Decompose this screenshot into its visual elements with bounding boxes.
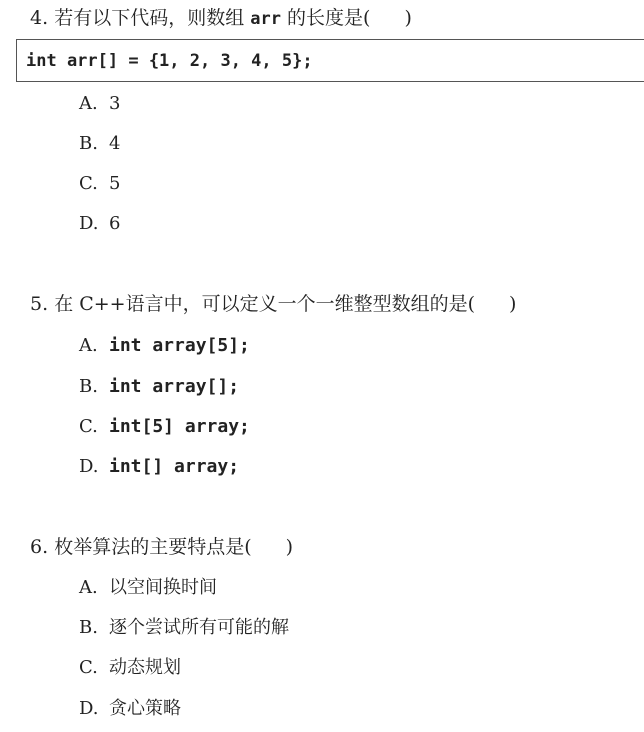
question-6-option-c[interactable] [79, 656, 181, 680]
question-4-option-b[interactable] [79, 132, 120, 156]
question-4-option-c[interactable] [79, 172, 120, 196]
option-text: 动态规划 [109, 657, 181, 678]
option-text: 3 [109, 93, 121, 114]
question-6-option-a[interactable] [79, 576, 217, 600]
question-5-close-paren: ) [509, 293, 517, 315]
question-4-number: 4. [30, 7, 49, 29]
question-5-text: 在 C++语言中，可以定义一个一维整型数组的是( [54, 293, 476, 315]
question-4-option-d[interactable] [79, 212, 120, 236]
question-5-number: 5. [30, 293, 49, 315]
question-5-option-c[interactable] [79, 415, 250, 439]
option-text: 5 [109, 173, 121, 194]
option-text: 4 [109, 133, 121, 154]
question-6-stem [30, 535, 293, 559]
option-letter: C. [79, 657, 98, 678]
option-code: int array[]; [109, 376, 240, 397]
option-letter: C. [79, 173, 98, 194]
question-4-option-a[interactable] [79, 92, 120, 116]
option-letter: A. [79, 335, 98, 356]
question-4-close-paren: ) [404, 7, 412, 29]
option-text: 以空间换时间 [109, 577, 217, 598]
question-4-text-before: 若有以下代码，则数组 [54, 7, 245, 29]
option-letter: A. [79, 577, 98, 598]
option-letter: C. [79, 416, 98, 437]
option-code: int[5] array; [109, 416, 250, 437]
option-letter: B. [79, 376, 98, 397]
question-5-stem [30, 292, 516, 316]
option-letter: D. [79, 213, 99, 234]
question-6-option-b[interactable] [79, 616, 289, 640]
question-4-stem [30, 6, 412, 31]
option-letter: B. [79, 617, 98, 638]
question-6-close-paren: ) [285, 536, 294, 558]
question-6-option-d[interactable] [79, 697, 181, 721]
question-5-option-a[interactable] [79, 334, 250, 358]
option-text: 贪心策略 [109, 698, 181, 719]
question-4-text-after: 的长度是( [287, 7, 371, 29]
question-4-code: int arr[] = {1, 2, 3, 4, 5}; [26, 51, 313, 71]
question-4-inline-code: arr [250, 9, 281, 29]
question-4-code-block [16, 39, 644, 82]
option-code: int array[5]; [109, 335, 250, 356]
question-6-number: 6. [30, 536, 49, 558]
option-text: 6 [109, 213, 121, 234]
option-letter: B. [79, 133, 98, 154]
option-letter: D. [79, 456, 99, 477]
question-5-option-b[interactable] [79, 375, 239, 399]
option-letter: A. [79, 93, 98, 114]
question-6-text: 枚举算法的主要特点是( [54, 536, 252, 558]
option-code: int[] array; [109, 456, 240, 477]
question-5-option-d[interactable] [79, 455, 239, 479]
option-letter: D. [79, 698, 99, 719]
option-text: 逐个尝试所有可能的解 [109, 617, 289, 638]
